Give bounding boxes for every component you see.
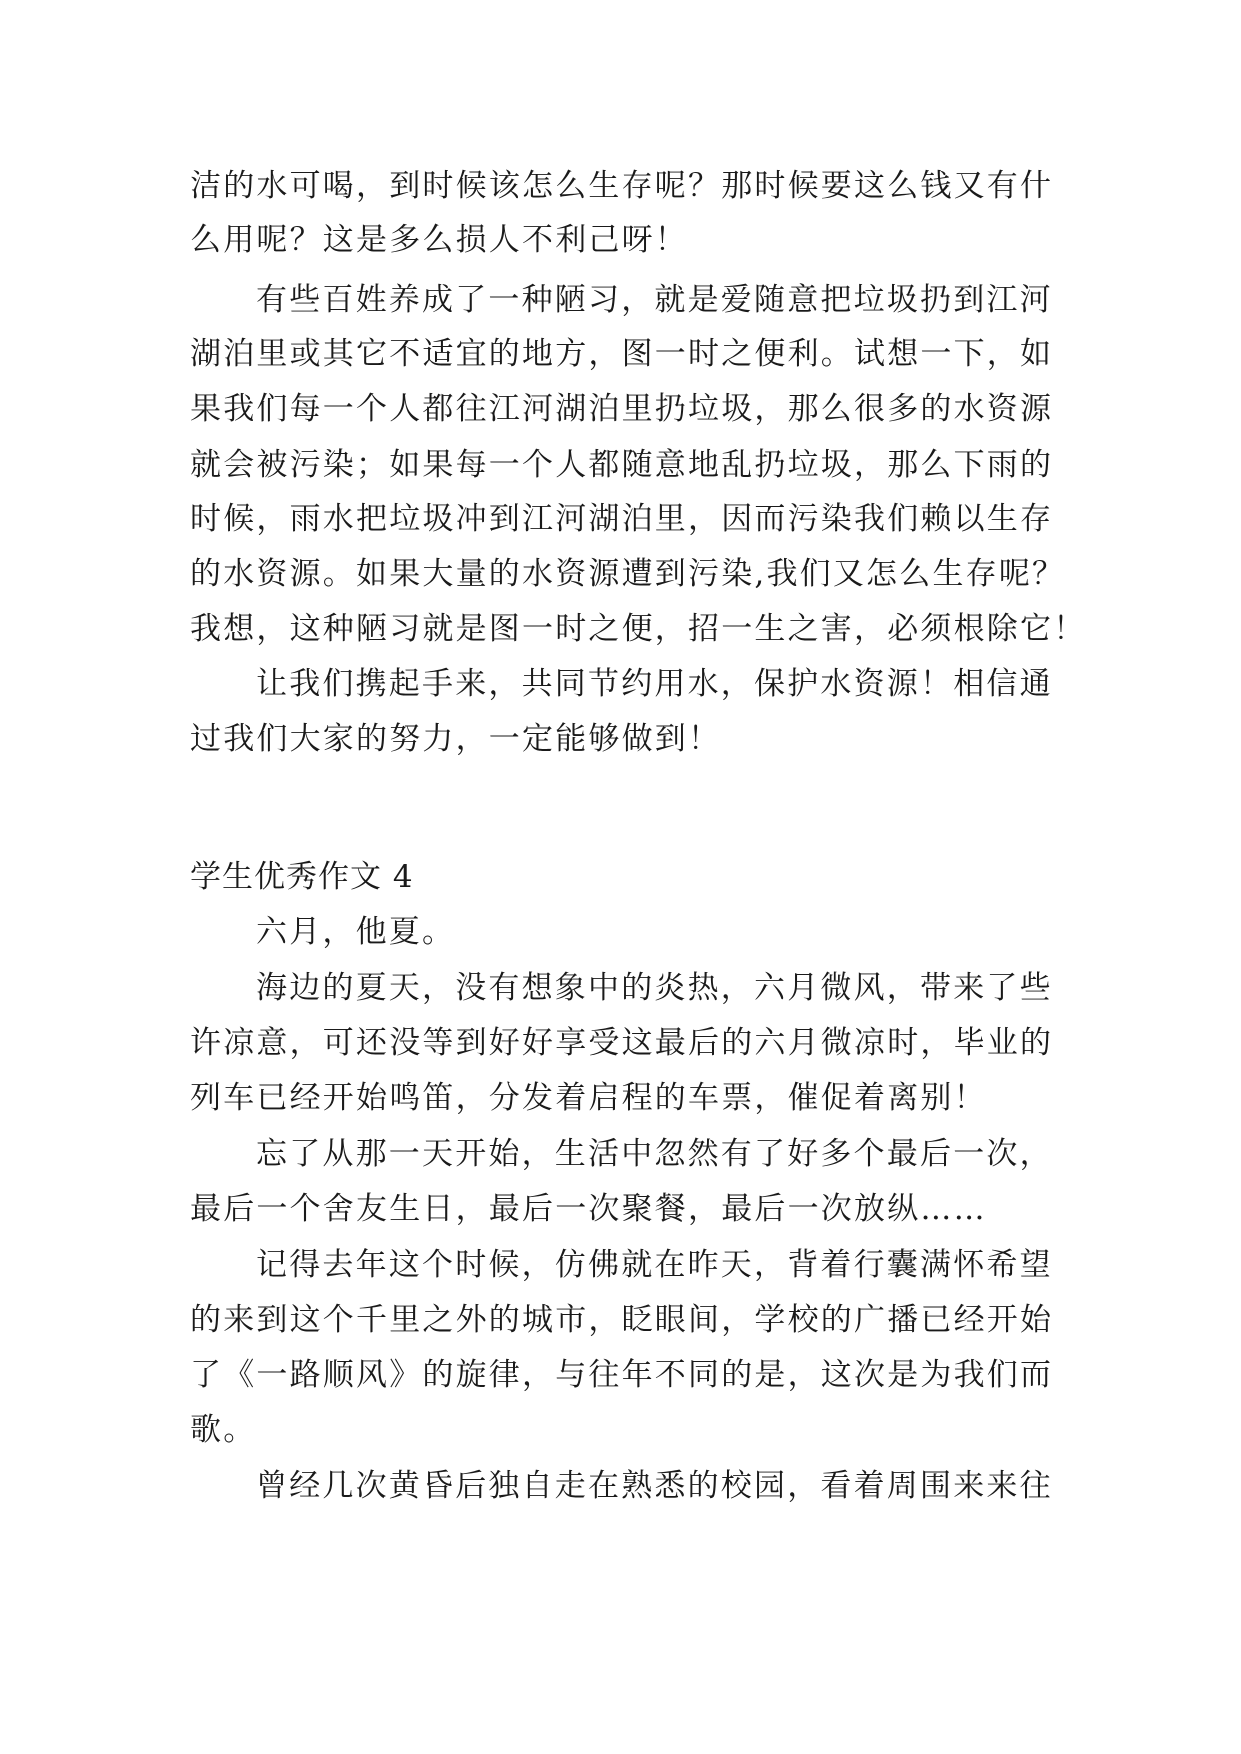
paragraph-start-line: 让我们携起手来，共同节约用水，保护水资源！相信通 [256, 666, 1053, 702]
text-line: 就会被污染；如果每一个人都随意地乱扔垃圾，那么下雨的 [190, 447, 1054, 483]
text-line: 湖泊里或其它不适宜的地方，图一时之便利。试想一下，如 [190, 336, 1054, 372]
text-line: 最后一个舍友生日，最后一次聚餐，最后一次放纵…… [190, 1191, 987, 1227]
text-line: 歌。 [190, 1412, 257, 1448]
text-line: 么用呢？这是多么损人不利己呀！ [190, 222, 688, 258]
text-line: 洁的水可喝，到时候该怎么生存呢？那时候要这么钱又有什 [190, 168, 1054, 204]
paragraph-start-line: 记得去年这个时候，仿佛就在昨天，背着行囊满怀希望 [256, 1247, 1053, 1283]
text-line: 我想，这种陋习就是图一时之便，招一生之害，必须根除它！ [190, 611, 1087, 647]
paragraph-start-line: 忘了从那一天开始，生活中忽然有了好多个最后一次， [256, 1136, 1053, 1172]
text-line: 时候，雨水把垃圾冲到江河湖泊里，因而污染我们赖以生存 [190, 501, 1054, 537]
paragraph-start-line: 曾经几次黄昏后独自走在熟悉的校园，看着周围来来往 [256, 1468, 1053, 1504]
text-line: 列车已经开始鸣笛，分发着启程的车票，催促着离别！ [190, 1080, 987, 1116]
text-line: 的水资源。如果大量的水资源遭到污染,我们又怎么生存呢？ [190, 556, 1066, 592]
text-line: 过我们大家的努力，一定能够做到！ [190, 721, 722, 757]
text-line: 了《一路顺风》的旋律，与往年不同的是，这次是为我们而 [190, 1357, 1054, 1393]
text-line: 果我们每一个人都往江河湖泊里扔垃圾，那么很多的水资源 [190, 391, 1054, 427]
paragraph-start-line: 有些百姓养成了一种陋习，就是爱随意把垃圾扔到江河 [256, 282, 1053, 318]
text-line: 的来到这个千里之外的城市，眨眼间，学校的广播已经开始 [190, 1302, 1054, 1338]
paragraph-start-line: 六月，他夏。 [256, 914, 456, 950]
section-heading: 学生优秀作文 4 [190, 859, 414, 895]
paragraph-start-line: 海边的夏天，没有想象中的炎热，六月微风，带来了些 [256, 970, 1053, 1006]
text-line: 许凉意，可还没等到好好享受这最后的六月微凉时，毕业的 [190, 1025, 1054, 1061]
